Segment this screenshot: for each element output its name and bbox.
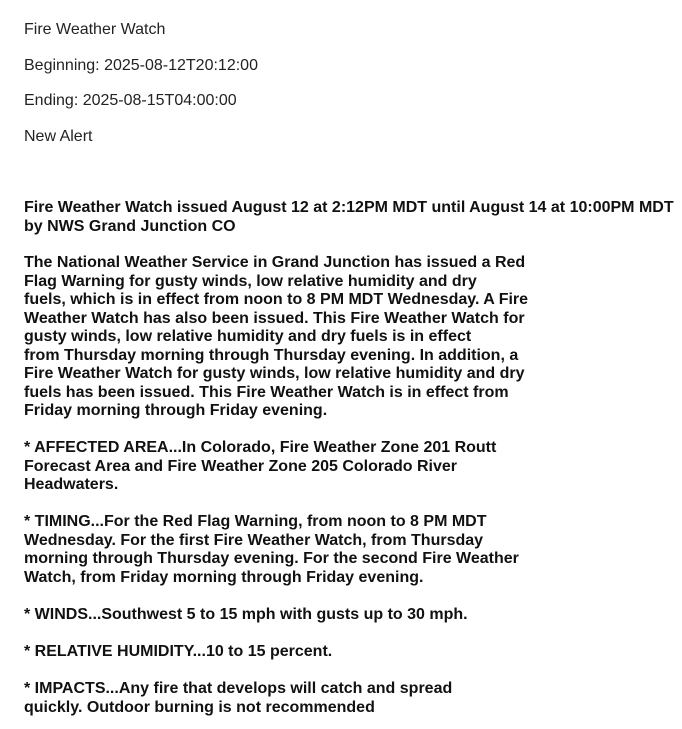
description-timing: * TIMING...For the Red Flag Warning, from noon to 8 PM MDT Wednesday. For the first Fire Weather Watch, from Thursday morning through Thursday evening. For the second Fire Weather Watch, from Friday morning through Friday evening. [24, 513, 519, 586]
alert-event-title: Fire Weather Watch [24, 21, 166, 38]
description-affected-area: * AFFECTED AREA...In Colorado, Fire Weather Zone 201 Routt Forecast Area and Fire Weather Zone 205 Colorado River Headwaters. [24, 439, 497, 493]
description-relative-humidity: * RELATIVE HUMIDITY...10 to 15 percent. [24, 643, 333, 660]
description-intro: The National Weather Service in Grand Junction has issued a Red Flag Warning for gusty winds, low relative humidity and dry fuels, which is in effect from noon to 8 PM MDT Wednesday. A Fire Weather Watch has also been issued. This Fire Weather Watch for gusty winds, low relative humidity and dry fuels is in effect from Thursday morning through Thursday evening. In addition, a Fire Weather Watch for gusty winds, low relative humidity and dry fuels has been issued. This Fire Weather Watch is in effect from Friday morning through Friday evening. [24, 254, 529, 419]
alert-ending: Ending: 2025-08-15T04:00:00 [24, 92, 237, 109]
alert-headline: Fire Weather Watch issued August 12 at 2:12PM MDT until August 14 at 10:00PM MDT by NWS Grand Junction CO [24, 199, 674, 235]
alert-status: New Alert [24, 128, 93, 145]
description-impacts: * IMPACTS...Any fire that develops will catch and spread quickly. Outdoor burning is not recommended [24, 680, 453, 716]
description-winds: * WINDS...Southwest 5 to 15 mph with gusts up to 30 mph. [24, 606, 468, 623]
alert-beginning: Beginning: 2025-08-12T20:12:00 [24, 57, 258, 74]
